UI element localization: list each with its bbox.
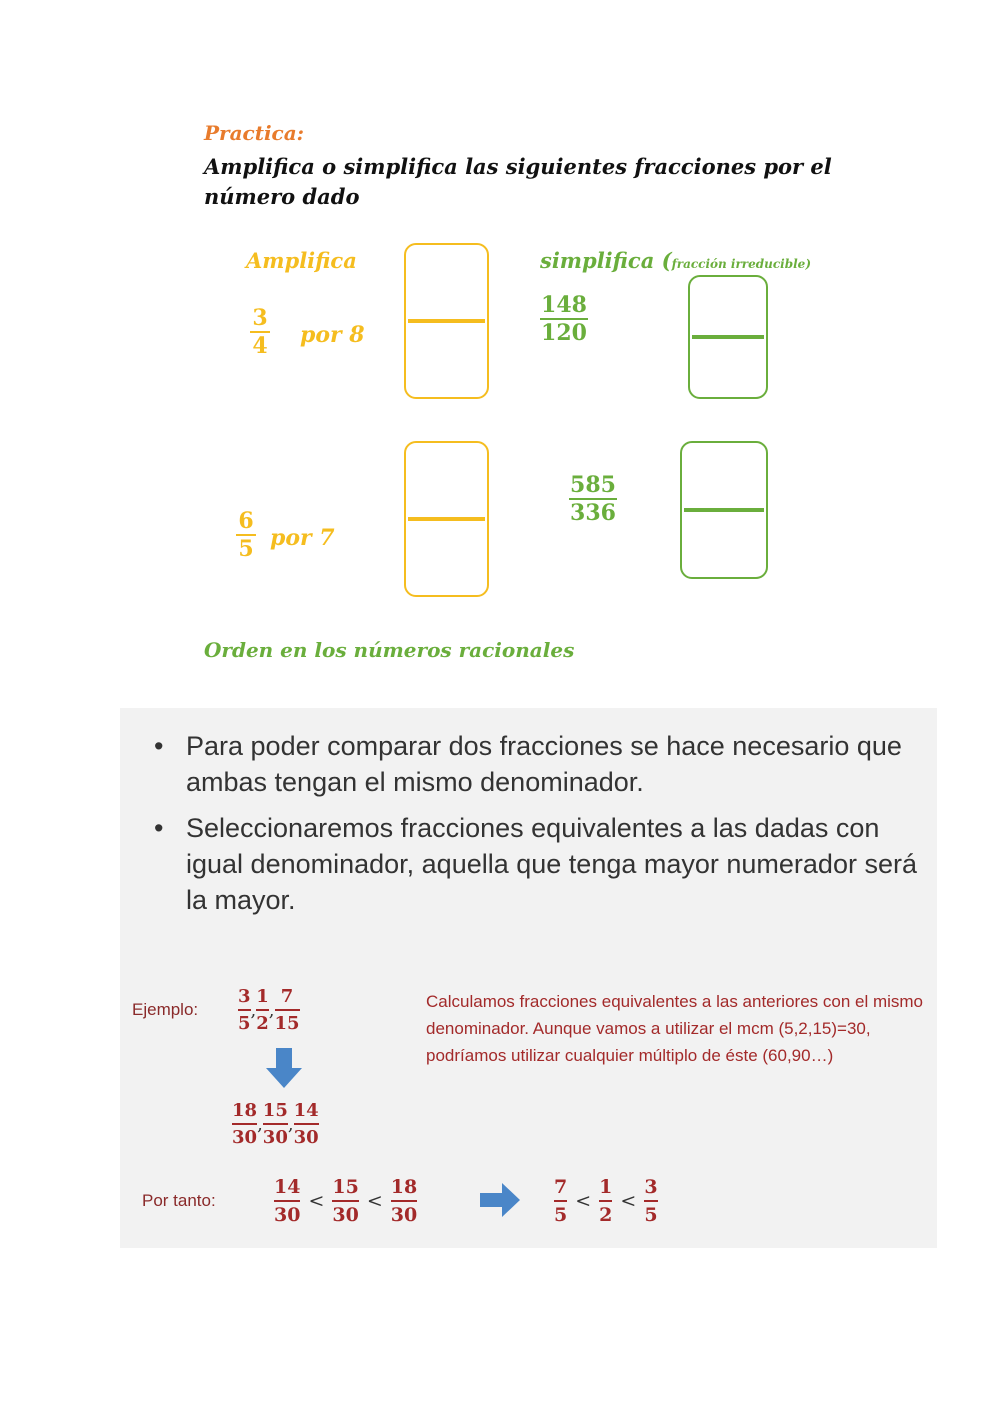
fraction-denominator: 30 xyxy=(274,1204,301,1226)
fraction-numerator: 7 xyxy=(554,1176,568,1198)
fraction xyxy=(391,1176,417,1226)
fraction xyxy=(275,986,300,1034)
fraction-denominator: 5 xyxy=(238,1013,251,1034)
fraction-numerator: 14 xyxy=(293,1100,319,1121)
fraction-numerator: 1 xyxy=(256,986,269,1007)
fraction xyxy=(274,1176,300,1226)
comma: , xyxy=(268,999,275,1021)
amplifica-answer-box-1[interactable] xyxy=(404,243,489,399)
fraction-bar xyxy=(554,1200,567,1202)
comma: , xyxy=(257,1113,263,1135)
amplifica-fraction-2 xyxy=(236,508,256,562)
answer-fraction-line xyxy=(408,319,485,323)
fraction xyxy=(554,1176,567,1226)
fraction-bar xyxy=(599,1200,612,1202)
less-than: < xyxy=(308,1190,325,1212)
fraction-bar xyxy=(274,1200,300,1202)
amplifica-factor-2: por 7 xyxy=(270,525,335,551)
fraction-numerator: 15 xyxy=(332,1176,359,1198)
por-tanto-label: Por tanto: xyxy=(142,1191,216,1210)
ejemplo-label: Ejemplo: xyxy=(132,1000,199,1019)
fraction-bar xyxy=(263,1123,288,1125)
less-than: < xyxy=(575,1190,592,1212)
less-than: < xyxy=(366,1190,383,1212)
fraction-denominator: 15 xyxy=(274,1013,300,1034)
ordered-fractions-30 xyxy=(274,1176,417,1226)
fraction-denominator: 2 xyxy=(256,1013,269,1034)
fraction-numerator: 585 xyxy=(570,472,616,498)
fraction xyxy=(332,1176,358,1226)
simplifica-label-text: simplifica ( xyxy=(540,248,672,273)
fraction xyxy=(232,1100,257,1148)
simplifica-fraction-2 xyxy=(569,472,617,526)
fraction-denominator: 30 xyxy=(390,1204,418,1226)
fraction xyxy=(599,1176,612,1226)
fraction-bar xyxy=(294,1123,319,1125)
amplifica-fraction-1 xyxy=(250,305,270,359)
fraction xyxy=(294,1100,319,1148)
fraction-numerator: 7 xyxy=(280,986,294,1007)
explanation-panel xyxy=(120,708,937,1248)
example-fractions xyxy=(238,986,300,1034)
fraction-bar xyxy=(238,1009,251,1011)
fraction-bar xyxy=(275,1009,300,1011)
simplifica-answer-box-2[interactable] xyxy=(680,441,768,579)
fraction xyxy=(238,986,251,1034)
fraction-numerator: 1 xyxy=(599,1176,613,1198)
fraction-bar xyxy=(391,1200,417,1202)
practica-heading: Practica: xyxy=(204,121,305,145)
fraction-numerator: 18 xyxy=(390,1176,418,1198)
comma: , xyxy=(287,1113,294,1135)
simplifica-fraction-1 xyxy=(540,292,588,346)
explanation-text: Calculamos fracciones equivalentes a las anteriores con el mismo denominador. Aunque vamos a utilizar el mcm (5,2,15)=30, podríamos utilizar cualquier múltiplo de éste (60,90…) xyxy=(426,992,924,1065)
equivalent-fractions xyxy=(232,1100,319,1148)
simplifica-answer-box-1[interactable] xyxy=(688,275,768,399)
fraction-denominator: 5 xyxy=(554,1204,568,1226)
fraction-denominator: 30 xyxy=(262,1127,288,1148)
bullet-item: • Para poder comparar dos fracciones se hace necesario que ambas tengan el mismo denominador. xyxy=(150,728,930,800)
instruction-text: Amplifica o simplifica las siguientes fracciones por el número dado xyxy=(204,154,832,209)
fraction-numerator: 14 xyxy=(274,1176,301,1198)
amplifica-answer-box-2[interactable] xyxy=(404,441,489,597)
fraction-numerator: 6 xyxy=(238,508,254,534)
bullet-item: • Seleccionaremos fracciones equivalentes a las dadas con igual denominador, aquella que tenga mayor numerador será la mayor. xyxy=(150,810,930,918)
answer-fraction-line xyxy=(684,508,764,512)
fraction-denominator: 30 xyxy=(332,1204,359,1226)
less-than: < xyxy=(620,1190,637,1212)
fraction xyxy=(256,986,269,1034)
fraction-denominator: 2 xyxy=(599,1204,613,1226)
down-arrow-icon xyxy=(264,1048,304,1090)
fraction xyxy=(263,1100,288,1148)
fraction-bar xyxy=(644,1200,657,1202)
fraction-denominator: 4 xyxy=(252,333,268,359)
fraction-numerator: 148 xyxy=(541,292,587,318)
fraction-denominator: 120 xyxy=(541,320,587,346)
answer-fraction-line xyxy=(408,517,485,521)
simplifica-note: fracción irreducible) xyxy=(671,257,811,271)
fraction-denominator: 5 xyxy=(238,536,254,562)
fraction-numerator: 3 xyxy=(238,986,251,1007)
ordered-fractions-original xyxy=(554,1176,658,1226)
amplifica-factor-1: por 8 xyxy=(300,322,365,348)
right-arrow-icon xyxy=(480,1182,522,1218)
answer-fraction-line xyxy=(692,335,764,339)
fraction-bar xyxy=(232,1123,257,1125)
fraction-numerator: 15 xyxy=(262,1100,288,1121)
orden-heading: Orden en los números racionales xyxy=(204,638,575,662)
fraction-denominator: 5 xyxy=(644,1204,658,1226)
fraction-denominator: 30 xyxy=(293,1127,319,1148)
fraction-bar xyxy=(332,1200,358,1202)
fraction-numerator: 3 xyxy=(252,305,268,331)
fraction-denominator: 336 xyxy=(570,500,616,526)
simplifica-label xyxy=(540,248,811,273)
bullet-list xyxy=(150,728,930,928)
fraction-bar xyxy=(256,1009,269,1011)
comma: , xyxy=(250,999,257,1021)
fraction-denominator: 30 xyxy=(232,1127,258,1148)
fraction-numerator: 18 xyxy=(232,1100,258,1121)
amplifica-label: Amplifica xyxy=(246,248,357,273)
fraction xyxy=(644,1176,657,1226)
fraction-numerator: 3 xyxy=(644,1176,658,1198)
